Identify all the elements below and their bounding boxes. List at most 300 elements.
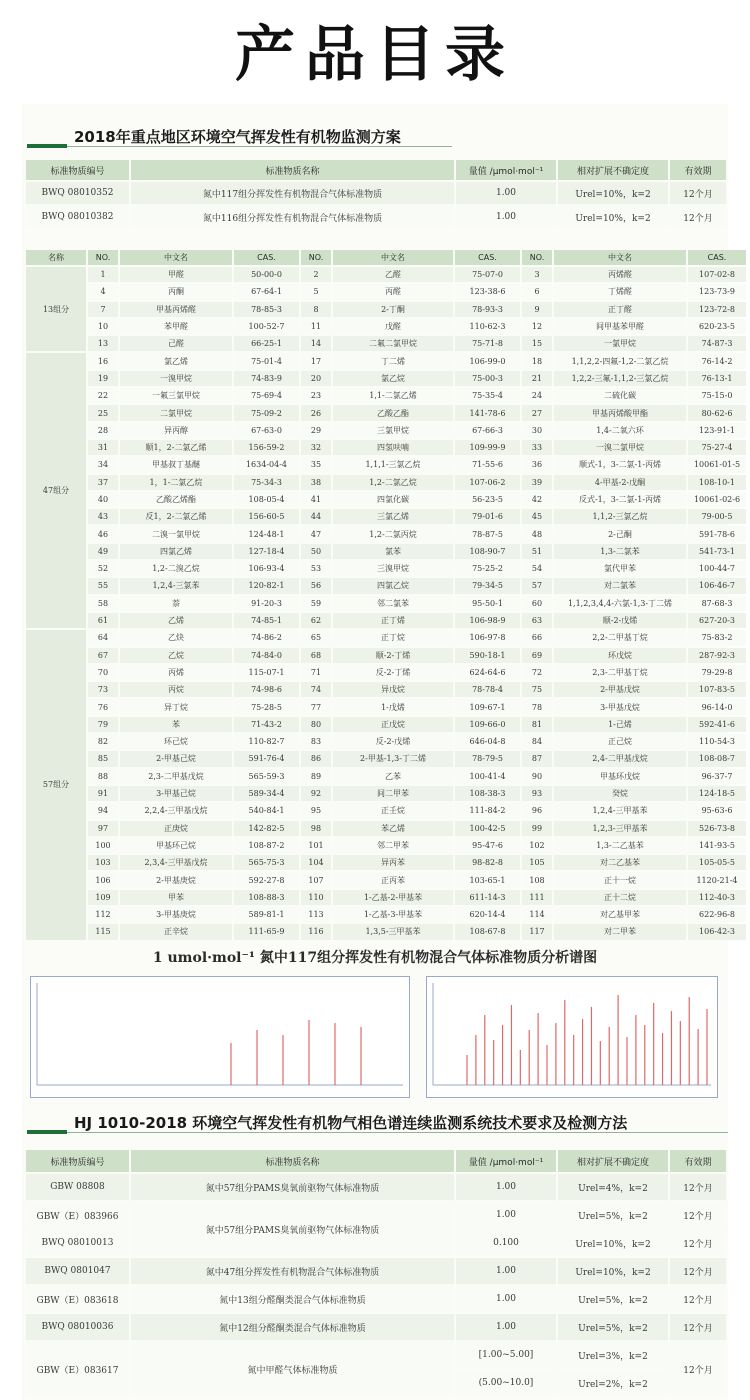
cell-no: 81	[522, 717, 552, 732]
cell-cas: 100-42-5	[455, 821, 520, 836]
cell-name: 四氯乙烷	[333, 578, 453, 593]
cell-cas: 108-90-7	[455, 544, 520, 559]
header-cell: CAS.	[688, 250, 746, 265]
cell-name: 氮中57组分PAMS臭氧前驱物气体标准物质	[131, 1202, 454, 1256]
cell-cas: 75-07-0	[455, 267, 520, 282]
header-cell: 标准物质名称	[131, 160, 454, 180]
cell-cas: 589-81-1	[234, 907, 299, 922]
cell-name: 正庚烷	[120, 821, 232, 836]
cell-name: 苯甲醛	[120, 319, 232, 334]
cell-cas: 591-78-6	[688, 526, 746, 541]
cell-cas: 103-65-1	[455, 872, 520, 887]
cell-cas: 96-37-7	[688, 769, 746, 784]
cell-no: 44	[301, 509, 331, 524]
cell-no: 111	[522, 890, 552, 905]
cell-cas: 74-84-0	[234, 648, 299, 663]
cell-code: BWQ 0801047	[26, 1258, 129, 1284]
cell-name: 异丙苯	[333, 855, 453, 870]
cell-no: 48	[522, 526, 552, 541]
cell-cas: 87-68-3	[688, 596, 746, 611]
cell-name: 1,1,2,2-四氟-1,2-二氯乙烷	[554, 353, 686, 368]
cell-no: 49	[88, 544, 118, 559]
cell-cas: 120-82-1	[234, 578, 299, 593]
cell-cas: 74-87-3	[688, 336, 746, 351]
cell-no: 28	[88, 423, 118, 438]
cell-cas: 540-84-1	[234, 803, 299, 818]
cell-cas: 75-27-4	[688, 440, 746, 455]
cell-name: 氮中116组分挥发性有机物混合气体标准物质	[131, 206, 454, 228]
cell-no: 13	[88, 336, 118, 351]
cell-cas: 622-96-8	[688, 907, 746, 922]
cell-name: 对乙基甲苯	[554, 907, 686, 922]
cell-validity: 12个月	[670, 1286, 726, 1312]
cell-no: 56	[301, 578, 331, 593]
cell-name: 乙酸乙酯	[333, 405, 453, 420]
cell-uncertainty: Urel=10%，k=2	[558, 182, 668, 204]
cell-uncertainty: Urel=5%，k=2	[558, 1286, 668, 1312]
cell-cas: 142-82-5	[234, 821, 299, 836]
cell-cas: 78-78-4	[455, 682, 520, 697]
cell-no: 39	[522, 475, 552, 490]
cell-name: 1,2,4-三甲基苯	[554, 803, 686, 818]
cell-name: 正戊烷	[333, 717, 453, 732]
cell-name: 1,3-二氯苯	[554, 544, 686, 559]
cell-name: 氯乙烷	[333, 371, 453, 386]
compound-row	[26, 371, 746, 386]
cell-no: 71	[301, 665, 331, 680]
compound-row	[26, 319, 746, 334]
cell-cas: 66-25-1	[234, 336, 299, 351]
compound-row	[26, 872, 746, 887]
cell-no: 31	[88, 440, 118, 455]
cell-cas: 67-63-0	[234, 423, 299, 438]
compound-row	[26, 440, 746, 455]
cell-validity: 12个月	[670, 206, 726, 228]
cell-name: 2-丁酮	[333, 302, 453, 317]
cell-no: 96	[522, 803, 552, 818]
cell-no: 117	[522, 924, 552, 939]
cell-cas: 106-46-7	[688, 578, 746, 593]
cell-name: 1,2,2-三氟-1,1,2-三氯乙烷	[554, 371, 686, 386]
cell-no: 61	[88, 613, 118, 628]
cell-no: 19	[88, 371, 118, 386]
compound-row	[26, 821, 746, 836]
compound-row	[26, 803, 746, 818]
cell-no: 2	[301, 267, 331, 282]
cell-cas: 611-14-3	[455, 890, 520, 905]
cell-cas: 108-05-4	[234, 492, 299, 507]
cell-name: 正壬烷	[333, 803, 453, 818]
cell-name: 1,2,3-三甲基苯	[554, 821, 686, 836]
cell-cas: 110-62-3	[455, 319, 520, 334]
cell-no: 105	[522, 855, 552, 870]
cell-no: 85	[88, 751, 118, 766]
compound-row	[26, 353, 746, 368]
cell-value: 1.00	[456, 1202, 556, 1228]
cell-cas: 50-00-0	[234, 267, 299, 282]
cell-validity: 12个月	[670, 1202, 726, 1228]
cell-no: 36	[522, 457, 552, 472]
cell-name: 二硫化碳	[554, 388, 686, 403]
compound-row	[26, 596, 746, 611]
cell-name: 2,2-二甲基丁烷	[554, 630, 686, 645]
cell-name: 四氯乙烯	[120, 544, 232, 559]
cell-cas: 565-75-3	[234, 855, 299, 870]
cell-value: 1.00	[456, 1174, 556, 1200]
compound-row	[26, 924, 746, 939]
cell-name: 甲基丙烯酸甲酯	[554, 405, 686, 420]
cell-no: 41	[301, 492, 331, 507]
group-label: 57组分	[26, 630, 86, 939]
compound-row	[26, 907, 746, 922]
cell-cas: 75-34-3	[234, 475, 299, 490]
cell-no: 4	[88, 284, 118, 299]
cell-validity: 12个月	[670, 1342, 726, 1396]
cell-no: 52	[88, 561, 118, 576]
cell-no: 82	[88, 734, 118, 749]
cell-name: 一氟三氯甲烷	[120, 388, 232, 403]
cell-name: 1-乙基-2-甲基苯	[333, 890, 453, 905]
cell-name: 反1，2-二氯乙烯	[120, 509, 232, 524]
cell-name: 间甲基苯甲醛	[554, 319, 686, 334]
cell-cas: 75-09-2	[234, 405, 299, 420]
cell-no: 94	[88, 803, 118, 818]
cell-name: 己醛	[120, 336, 232, 351]
cell-no: 90	[522, 769, 552, 784]
cell-no: 40	[88, 492, 118, 507]
header-cell: 有效期	[670, 1150, 726, 1172]
cell-cas: 74-85-1	[234, 613, 299, 628]
section1-title: 2018年重点地区环境空气挥发性有机物监测方案	[74, 128, 401, 146]
compound-row	[26, 890, 746, 905]
cell-cas: 10061-01-5	[688, 457, 746, 472]
cell-no: 51	[522, 544, 552, 559]
cell-name: 间二甲苯	[333, 786, 453, 801]
cell-validity: 12个月	[670, 1230, 726, 1256]
cell-validity: 12个月	[670, 182, 726, 204]
compound-row	[26, 336, 746, 351]
cell-cas: 71-43-2	[234, 717, 299, 732]
cell-name: 丙酮	[120, 284, 232, 299]
cell-no: 116	[301, 924, 331, 939]
cell-cas: 620-14-4	[455, 907, 520, 922]
cell-validity: 12个月	[670, 1174, 726, 1200]
cell-name: 2-甲基庚烷	[120, 872, 232, 887]
cell-no: 24	[522, 388, 552, 403]
cell-cas: 74-98-6	[234, 682, 299, 697]
compound-row	[26, 423, 746, 438]
cell-name: 顺-2-戊烯	[554, 613, 686, 628]
cell-name: 2,4-二甲基戊烷	[554, 751, 686, 766]
table-row	[26, 182, 726, 204]
cell-cas: 98-82-8	[455, 855, 520, 870]
table-row	[26, 1202, 726, 1228]
cell-value: 0.100	[456, 1230, 556, 1256]
cell-cas: 156-59-2	[234, 440, 299, 455]
cell-name: 2,2,4-三甲基戊烷	[120, 803, 232, 818]
cell-no: 92	[301, 786, 331, 801]
cell-cas: 108-08-7	[688, 751, 746, 766]
cell-name: 四氯化碳	[333, 492, 453, 507]
cell-cas: 108-88-3	[234, 890, 299, 905]
cell-cas: 79-00-5	[688, 509, 746, 524]
cell-no: 23	[301, 388, 331, 403]
cell-cas: 96-14-0	[688, 699, 746, 714]
cell-no: 32	[301, 440, 331, 455]
cell-cas: 76-13-1	[688, 371, 746, 386]
cell-name: 丙烯醛	[554, 267, 686, 282]
cell-no: 17	[301, 353, 331, 368]
cell-name: 2,3,4-三甲基戊烷	[120, 855, 232, 870]
cell-no: 107	[301, 872, 331, 887]
cell-cas: 95-63-6	[688, 803, 746, 818]
cell-no: 27	[522, 405, 552, 420]
cell-name: 三氯甲烷	[333, 423, 453, 438]
cell-no: 21	[522, 371, 552, 386]
cell-name: 对二甲苯	[554, 924, 686, 939]
cell-no: 99	[522, 821, 552, 836]
header-cell: CAS.	[455, 250, 520, 265]
compound-row	[26, 561, 746, 576]
cell-cas: 107-83-5	[688, 682, 746, 697]
cell-cas: 620-23-5	[688, 319, 746, 334]
cell-cas: 106-98-9	[455, 613, 520, 628]
compound-row	[26, 717, 746, 732]
cell-no: 112	[88, 907, 118, 922]
cell-cas: 10061-02-6	[688, 492, 746, 507]
cell-cas: 107-02-8	[688, 267, 746, 282]
cell-cas: 79-01-6	[455, 509, 520, 524]
table-row	[26, 1342, 726, 1368]
cell-no: 98	[301, 821, 331, 836]
header-cell: 标准物质编号	[26, 1150, 129, 1172]
cell-name: 3-甲基戊烷	[554, 699, 686, 714]
cell-name: 正十二烷	[554, 890, 686, 905]
cell-code: BWQ 08010382	[26, 206, 129, 228]
cell-no: 78	[522, 699, 552, 714]
section1-header	[22, 124, 452, 154]
cell-no: 29	[301, 423, 331, 438]
cell-name: 1,2,4-三氯苯	[120, 578, 232, 593]
cell-name: 苯	[120, 717, 232, 732]
compound-row	[26, 769, 746, 784]
cell-no: 9	[522, 302, 552, 317]
compound-row	[26, 786, 746, 801]
section1-table	[24, 158, 728, 230]
compound-table	[24, 248, 748, 942]
cell-name: 反-2-戊烯	[333, 734, 453, 749]
cell-no: 1	[88, 267, 118, 282]
cell-no: 113	[301, 907, 331, 922]
header-cell: 标准物质编号	[26, 160, 129, 180]
cell-name: 甲基丙烯醛	[120, 302, 232, 317]
cell-name: 乙炔	[120, 630, 232, 645]
cell-no: 18	[522, 353, 552, 368]
cell-cas: 141-78-6	[455, 405, 520, 420]
table-row	[26, 1258, 726, 1284]
table-row	[26, 1286, 726, 1312]
cell-name: 乙苯	[333, 769, 453, 784]
cell-name: 1,3-二乙基苯	[554, 838, 686, 853]
cell-code: BWQ 08010013	[26, 1230, 129, 1256]
compound-row	[26, 388, 746, 403]
cell-cas: 123-38-6	[455, 284, 520, 299]
cell-cas: 79-29-8	[688, 665, 746, 680]
cell-no: 64	[88, 630, 118, 645]
cell-cas: 95-47-6	[455, 838, 520, 853]
compound-header-row	[26, 250, 746, 265]
header-cell: 量值 /μmol·mol⁻¹	[456, 160, 556, 180]
compound-row	[26, 613, 746, 628]
cell-cas: 67-64-1	[234, 284, 299, 299]
cell-cas: 79-34-5	[455, 578, 520, 593]
cell-uncertainty: Urel=2%，k=2	[558, 1370, 668, 1396]
compound-row	[26, 457, 746, 472]
cell-name: 顺-2-丁烯	[333, 648, 453, 663]
header-cell: 中文名	[554, 250, 686, 265]
cell-no: 20	[301, 371, 331, 386]
section2-title: HJ 1010-2018 环境空气挥发性有机物气相色谱连续监测系统技术要求及检测方法	[74, 1114, 628, 1132]
cell-name: 一氯甲烷	[554, 336, 686, 351]
cell-cas: 74-83-9	[234, 371, 299, 386]
cell-value: [1.00~5.00]	[456, 1342, 556, 1368]
cell-name: 丙烷	[120, 682, 232, 697]
cell-name: 2-甲基-1,3-丁二烯	[333, 751, 453, 766]
compound-row	[26, 734, 746, 749]
cell-name: 正十一烷	[554, 872, 686, 887]
cell-cas: 76-14-2	[688, 353, 746, 368]
header-cell: 中文名	[120, 250, 232, 265]
cell-name: 氯苯	[333, 544, 453, 559]
compound-row	[26, 509, 746, 524]
cell-cas: 111-84-2	[455, 803, 520, 818]
table-header-row	[26, 160, 726, 180]
cell-cas: 111-65-9	[234, 924, 299, 939]
cell-name: 1,1,2-三氯乙烷	[554, 509, 686, 524]
cell-no: 26	[301, 405, 331, 420]
cell-name: 正丙苯	[333, 872, 453, 887]
cell-no: 77	[301, 699, 331, 714]
cell-no: 67	[88, 648, 118, 663]
cell-name: 二溴一氯甲烷	[120, 526, 232, 541]
cell-name: 三溴甲烷	[333, 561, 453, 576]
compound-row	[26, 475, 746, 490]
compound-row	[26, 544, 746, 559]
cell-name: 对二氯苯	[554, 578, 686, 593]
cell-no: 58	[88, 596, 118, 611]
cell-uncertainty: Urel=10%，k=2	[558, 1258, 668, 1284]
header-cell: NO.	[301, 250, 331, 265]
cell-cas: 627-20-3	[688, 613, 746, 628]
cell-cas: 110-54-3	[688, 734, 746, 749]
cell-no: 54	[522, 561, 552, 576]
cell-cas: 75-35-4	[455, 388, 520, 403]
cell-cas: 108-67-8	[455, 924, 520, 939]
cell-no: 37	[88, 475, 118, 490]
cell-no: 83	[301, 734, 331, 749]
compound-row	[26, 665, 746, 680]
cell-no: 22	[88, 388, 118, 403]
cell-name: 丙烯	[120, 665, 232, 680]
cell-cas: 106-99-0	[455, 353, 520, 368]
cell-name: 癸烷	[554, 786, 686, 801]
spectrum-left-svg	[31, 977, 409, 1097]
cell-name: 异戊烷	[333, 682, 453, 697]
cell-name: 4-甲基-2-戊酮	[554, 475, 686, 490]
compound-row	[26, 648, 746, 663]
cell-cas: 75-69-4	[234, 388, 299, 403]
header-cell: 相对扩展不确定度	[558, 1150, 668, 1172]
cell-name: 乙烷	[120, 648, 232, 663]
cell-name: 2-甲基戊烷	[554, 682, 686, 697]
cell-cas: 123-91-1	[688, 423, 746, 438]
cell-no: 76	[88, 699, 118, 714]
cell-name: 1,2-二溴乙烷	[120, 561, 232, 576]
cell-code: GBW 08808	[26, 1174, 129, 1200]
cell-no: 106	[88, 872, 118, 887]
cell-cas: 105-05-5	[688, 855, 746, 870]
cell-name: 二氯甲烷	[120, 405, 232, 420]
cell-no: 109	[88, 890, 118, 905]
cell-cas: 74-86-2	[234, 630, 299, 645]
section-bar	[27, 144, 67, 148]
cell-cas: 56-23-5	[455, 492, 520, 507]
compound-row	[26, 751, 746, 766]
cell-no: 12	[522, 319, 552, 334]
cell-no: 33	[522, 440, 552, 455]
cell-uncertainty: Urel=4%，k=2	[558, 1174, 668, 1200]
cell-cas: 156-60-5	[234, 509, 299, 524]
cell-cas: 123-73-9	[688, 284, 746, 299]
cell-no: 66	[522, 630, 552, 645]
spectrum-chart-left	[30, 976, 410, 1098]
cell-name: 异丁烷	[120, 699, 232, 714]
catalog-sheet	[22, 104, 741, 1400]
cell-no: 34	[88, 457, 118, 472]
cell-cas: 106-42-3	[688, 924, 746, 939]
cell-no: 88	[88, 769, 118, 784]
cell-no: 103	[88, 855, 118, 870]
cell-cas: 107-06-2	[455, 475, 520, 490]
cell-no: 97	[88, 821, 118, 836]
cell-name: 1,3,5-三甲基苯	[333, 924, 453, 939]
cell-cas: 80-62-6	[688, 405, 746, 420]
cell-cas: 91-20-3	[234, 596, 299, 611]
header-cell: 相对扩展不确定度	[558, 160, 668, 180]
cell-cas: 75-83-2	[688, 630, 746, 645]
spectrum-chart-right	[426, 976, 718, 1098]
cell-name: 1-戊烯	[333, 699, 453, 714]
cell-no: 68	[301, 648, 331, 663]
cell-name: 正丁醛	[554, 302, 686, 317]
cell-name: 邻二甲苯	[333, 838, 453, 853]
cell-name: 氯代甲苯	[554, 561, 686, 576]
compound-row	[26, 838, 746, 853]
cell-no: 50	[301, 544, 331, 559]
cell-name: 戊醛	[333, 319, 453, 334]
spectrum-right-svg	[427, 977, 717, 1097]
cell-name: 三氯乙烯	[333, 509, 453, 524]
cell-cas: 100-44-7	[688, 561, 746, 576]
header-cell: 中文名	[333, 250, 453, 265]
cell-cas: 67-66-3	[455, 423, 520, 438]
cell-name: 氮中13组分醛酮类混合气体标准物质	[131, 1286, 454, 1312]
compound-row	[26, 284, 746, 299]
cell-no: 16	[88, 353, 118, 368]
table-header-row	[26, 1150, 726, 1172]
cell-no: 72	[522, 665, 552, 680]
section2-header	[22, 1110, 728, 1140]
